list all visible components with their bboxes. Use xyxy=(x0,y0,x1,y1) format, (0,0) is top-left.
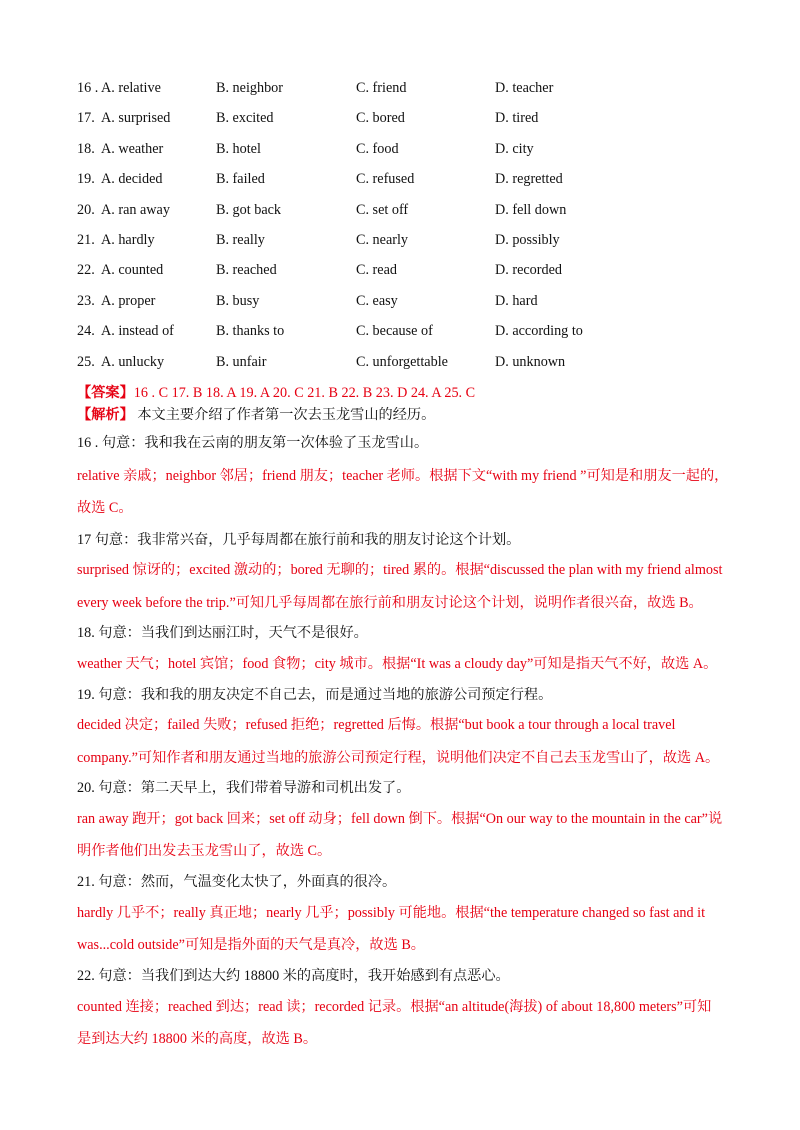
option-b: B. failed xyxy=(216,171,265,188)
question-row xyxy=(77,168,737,198)
option-c: C. read xyxy=(356,262,397,279)
question-row xyxy=(77,229,737,259)
option-b: B. reached xyxy=(216,262,277,279)
question-row xyxy=(77,77,737,107)
option-b: B. excited xyxy=(216,110,274,127)
option-a: A. decided xyxy=(101,171,163,188)
option-c: C. easy xyxy=(356,292,398,309)
explanation-17-sentence: 17 句意：我非常兴奋，几乎每周都在旅行前和我的朋友讨论这个计划。 xyxy=(77,532,521,548)
option-c: C. unforgettable xyxy=(356,353,448,370)
answer-line xyxy=(77,383,475,403)
option-d: D. hard xyxy=(495,292,538,309)
question-row xyxy=(77,138,737,168)
option-d: D. regretted xyxy=(495,171,563,188)
option-a: A. ran away xyxy=(101,201,170,218)
explanation-21-answer: was...cold outside”可知是指外面的天气是真冷，故选 B。 xyxy=(77,937,425,953)
question-number: 23. xyxy=(77,292,95,309)
option-a: A. unlucky xyxy=(101,353,165,370)
option-a: A. proper xyxy=(101,292,156,309)
option-b: B. neighbor xyxy=(216,80,283,96)
explanation-16-detail: relative 亲戚；neighbor 邻居；friend 朋友；teacher 老师。根据下文“with my friend ”可知是和朋友一起的， xyxy=(77,468,729,484)
question-number: 18. xyxy=(77,140,95,157)
explanation-18-detail: weather 天气；hotel 宾馆；food 食物；city 城市。根据“It was a cloudy day”可知是指天气不好，故选 A。 xyxy=(77,656,718,672)
question-row xyxy=(77,351,737,381)
answer-label: 【答案】 xyxy=(77,385,134,401)
option-d: D. tired xyxy=(495,110,539,127)
option-d: D. fell down xyxy=(495,201,567,218)
explanation-22-detail: counted 连接；reached 到达；read 读；recorded 记录。根据“an altitude(海拔) of about 18,800 meters”可知 xyxy=(77,999,712,1015)
question-number: 19. xyxy=(77,171,95,188)
option-c: C. nearly xyxy=(356,231,409,248)
question-number: 16 . xyxy=(77,80,99,96)
option-a: A. instead of xyxy=(101,323,174,340)
analysis-label: 【解析】 xyxy=(77,407,134,423)
option-a: A. weather xyxy=(101,140,164,157)
explanation-19-sentence: 19. 句意：我和我的朋友决定不自己去，而是通过当地的旅游公司预定行程。 xyxy=(77,687,553,703)
question-row xyxy=(77,107,737,137)
explanation-20-detail: ran away 跑开；got back 回来；set off 动身；fell down 倒下。根据“On our way to the mountain in the car”说 xyxy=(77,811,723,827)
option-a: A. relative xyxy=(101,80,161,96)
option-c: C. bored xyxy=(356,110,405,127)
explanation-18-sentence: 18. 句意：当我们到达丽江时，天气不是很好。 xyxy=(77,625,368,641)
question-options xyxy=(77,77,737,381)
answer-key: 16 . C 17. B 18. A 19. A 20. C 21. B 22. B 23. D 24. A 25. C xyxy=(133,385,476,401)
option-d: D. unknown xyxy=(495,353,566,370)
explanation-21-detail: hardly 几乎不；really 真正地；nearly 几乎；possibly 可能地。根据“the temperature changed so fast and it xyxy=(77,905,706,921)
option-a: A. counted xyxy=(101,262,164,279)
explanation-22-answer: 是到达大约 18800 米的高度，故选 B。 xyxy=(77,1031,318,1047)
question-row xyxy=(77,290,737,320)
explanation-21-sentence: 21. 句意：然而，气温变化太快了，外面真的很冷。 xyxy=(77,874,397,890)
explanation-22-sentence: 22. 句意：当我们到达大约 18800 米的高度时，我开始感到有点恶心。 xyxy=(77,968,510,984)
option-a: A. hardly xyxy=(101,231,155,248)
question-number: 24. xyxy=(77,323,95,340)
explanation-20-answer: 明作者他们出发去玉龙雪山了，故选 C。 xyxy=(77,843,332,859)
explanation-16-answer: 故选 C。 xyxy=(77,500,133,516)
option-b: B. busy xyxy=(216,292,260,309)
question-row xyxy=(77,320,737,350)
option-a: A. surprised xyxy=(101,110,171,127)
explanation-16-sentence: 16 . 句意：我和我在云南的朋友第一次体验了玉龙雪山。 xyxy=(77,435,429,451)
option-d: D. city xyxy=(495,140,534,157)
explanation-19-answer: company.”可知作者和朋友通过当地的旅游公司预定行程，说明他们决定不自己去玉龙雪山了，故选 A。 xyxy=(77,750,720,766)
question-row xyxy=(77,199,737,229)
option-b: B. really xyxy=(216,231,265,248)
option-b: B. hotel xyxy=(216,140,261,157)
question-number: 25. xyxy=(77,353,95,370)
option-b: B. thanks to xyxy=(216,323,285,340)
question-number: 22. xyxy=(77,262,95,279)
explanation-17-answer: every week before the trip.”可知几乎每周都在旅行前和朋友讨论这个计划，说明作者很兴奋，故选 B。 xyxy=(77,595,703,611)
question-number: 21. xyxy=(77,231,95,248)
option-d: D. according to xyxy=(495,323,583,340)
explanation-17-detail: surprised 惊讶的；excited 激动的；bored 无聊的；tired 累的。根据“discussed the plan with my friend almost xyxy=(77,562,723,578)
option-c: C. set off xyxy=(356,201,409,218)
question-number: 20. xyxy=(77,201,95,218)
option-b: B. got back xyxy=(216,201,282,218)
option-d: D. teacher xyxy=(495,80,554,96)
explanation-20-sentence: 20. 句意：第二天早上，我们带着导游和司机出发了。 xyxy=(77,780,411,796)
option-d: D. recorded xyxy=(495,262,562,279)
option-c: C. food xyxy=(356,140,399,157)
option-d: D. possibly xyxy=(495,231,560,248)
analysis-line xyxy=(77,405,435,425)
option-c: C. refused xyxy=(356,171,415,188)
explanation-19-detail: decided 决定；failed 失败；refused 拒绝；regretted 后悔。根据“but book a tour through a local travel xyxy=(77,717,676,733)
option-b: B. unfair xyxy=(216,353,267,370)
option-c: C. because of xyxy=(356,323,433,340)
option-c: C. friend xyxy=(356,80,407,96)
question-number: 17. xyxy=(77,110,95,127)
question-row xyxy=(77,259,737,289)
analysis-summary: 本文主要介绍了作者第一次去玉龙雪山的经历。 xyxy=(133,407,436,423)
